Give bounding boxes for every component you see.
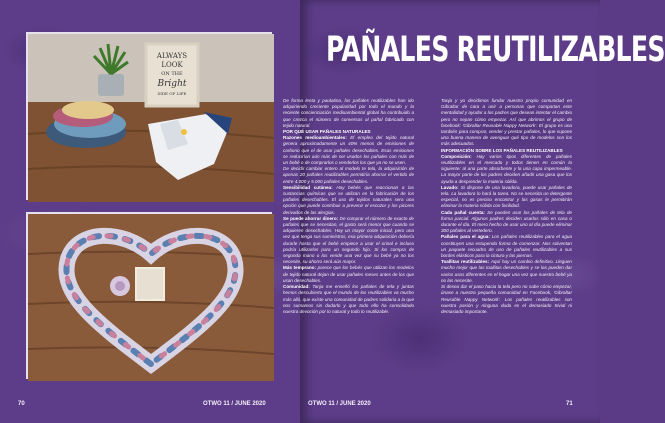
paragraph-text: De decidir cambiar entero al modelo te tela, la adquisición de apenas 20 pañales reutilizables permitiría ahorrar el vertido de entre 4.000 y 5.000 pañales desechables. [283,166,414,184]
article-column-2 [441,98,572,315]
photo-diapers-table [26,32,272,200]
sign-line5: SIDE OF LIFE [157,91,187,96]
paragraph [441,259,572,284]
left-issue-label: OTWO 11 / JUNE 2020 [203,401,266,407]
paragraph-text: parece que los bebés que utilizan los modelos de tejido natural dejan de usar pañales meses antes de los que usan desechables. [283,265,414,283]
lead-in-bold: Razones medioambientales: [283,135,351,141]
paragraph [441,185,572,210]
lead-in-bold: Cada pañal cuenta: [441,209,488,215]
photo-diapers-table-image [28,34,274,202]
paragraph-text: De forma lenta y paulatina, los pañales reutilizables han ido adquiriendo creciente popularidad por todo el mundo y la reciente concienciación medioambiental global ha contribuido a que crezca el número de conversos al pañal fabricado con tejido natural. [283,98,414,128]
paragraph [283,135,414,166]
lead-in-bold: Se puede ahorrar dinero: [283,215,340,221]
paragraph-text: Hay bebés que reaccionan a las sustancias químicas que se utilizan en la fabricación de los pañales desechables. El uso de tejidos naturales sera una opción que puede contribuir a prevenir el escozor y los picores derivados de las alergias. [283,184,414,215]
section-heading: POR QUÉ USAR PAÑALES NATURALES [283,129,371,135]
paragraph-text: Si desea dar el paso hacia la tela pero no sabe cómo empezar, únase a nuestra pequeña comunidad en Facebook, 'Gibraltar Reusable Nappy Network'. Los pañales reutilizables son nuestra pasión y ninguna duda es el demasiado trivial ni demasiado importante. [441,284,572,314]
paragraph [283,216,414,266]
sign-line2: LOOK [161,61,183,69]
sign-line4: Bright [157,79,187,89]
paragraph-text: De comprar el número de exacto de pañales que se necesitan, el gasto será menor que cuando se adquieren desechables. Hay un mayor coste inicial, pero una vez que tenga sus suministros, esa primera adquisición debería durarle hasta que el bebé empiece a usar el orinal e incluso podría utilizarlos para un segundo hijo. Si los compra de segunda mano o los vende una vez que su bebé ya no los necesite, su ahorro será aún mayor. [283,215,414,265]
paragraph-text: Tanja me enseñó los pañales de tela y juntas hemos descubierto que el mundo de los reutilizables va mucho más allá, que existe una comunidad de padres solidaria a la que nos sumamos sin dudarlo y que todo ello ha consolidado nuestra devoción por lo natural y todo lo reutilizable. [283,284,415,314]
section-heading: INFORMACIÓN SOBRE LOS PAÑALES REUTILIZABLES [441,147,563,153]
paragraph [283,265,414,284]
paragraph [441,154,572,185]
paragraph [283,166,414,185]
left-page [0,0,300,423]
paragraph [441,210,572,235]
lead-in-bold: Composición: [441,153,477,159]
paragraph-text: Se pueden usar los pañales de tela de forma parcial. Algunos padres deciden usarlos sólo en casa o durante el día. El mero hecho de usar uno al día puede eliminar 300 pañales al vertedero. [441,209,572,234]
paragraph-text: Si dispone de una lavadora, puede usar pañales de tela. La lavadora lo hará la tarea. No se necesita un detergente especial, no es preciso encontrar y las gasas le permitirán eliminar la materia sólida con facilidad. [441,184,572,209]
paragraph-text: El empleo del tejido natural genera aproximadamente un 40% menos de emisiones de carbono que el de usar pañales desechables. Esas emisiones se reducirían aún más de ser usados los pañales con más de un bebé o de comprarlos o venderlos los que ya no se usen. [283,135,414,166]
lead-in-bold: Sensibilidad cutánea: [283,184,337,190]
paragraph [441,98,572,148]
paragraph-text: Hay varios tipos diferentes de pañales reutilizables en el mercado y todos tienen en común lo siguiente: al una parte absorbente y la una capa impermeable. La mayor parte de los padres deciden añadir una gasa que los ayuda a desprender la materia sólida. [441,153,572,184]
paragraph [441,284,572,315]
photo-diaper-heart-image [28,214,274,381]
paragraph [283,185,414,216]
photo-diaper-heart [26,212,272,379]
paragraph [283,98,414,129]
paragraph-text: Tanja y yo decidimos fundar nuestro propio comunidad en Gibraltar de cara a unir a personas que compartan este mentalidad y ayudar a los padres que desean intentar el cambio pero no sepan cómo empezar. Así que abrimos el grupo de facebook: 'Gibraltar Reusable Nappy Network'. El grupo es una también para comprar, vender y prestar pañales, lo que supone una buena manera de averiguar qué tipo de modelos son los más adecuados. [441,98,572,147]
right-page-number: 71 [566,401,573,407]
lead-in-bold: Más temprano: [283,265,318,271]
right-issue-label: OTWO 11 / JUNE 2020 [308,401,371,407]
paragraph-text: Aquí hay un cambio definitivo. Lleguen mucho mejor que las toallitas desechables y se las pueden dar varios usos diferentes en el hogar una vez que nuestro bebé ya no las necesite. [441,259,572,283]
article-title: PAÑALES REUTILIZABLES [326,30,665,70]
article-column-1 [283,98,414,315]
paragraph [441,234,572,259]
lead-in-bold: Toallitas reutilizables: [441,259,491,265]
sign-line3: ON THE [161,71,183,77]
left-page-number: 70 [18,401,25,407]
lead-in-bold: Lavado: [441,184,461,190]
paragraph [283,284,414,315]
sign-line1: ALWAYS [156,52,188,60]
lead-in-bold: Pañales para el agua: [441,234,492,240]
lead-in-bold: Comunidad: [283,284,313,290]
paragraph-text: Los pañales reutilizables para el agua constituyen una estupenda forma de comenzar. Nos solventan un paquete recuadro de uso de pañales reutilizables a sus bordes elásticos para la cintura y las piernas. [441,234,572,259]
